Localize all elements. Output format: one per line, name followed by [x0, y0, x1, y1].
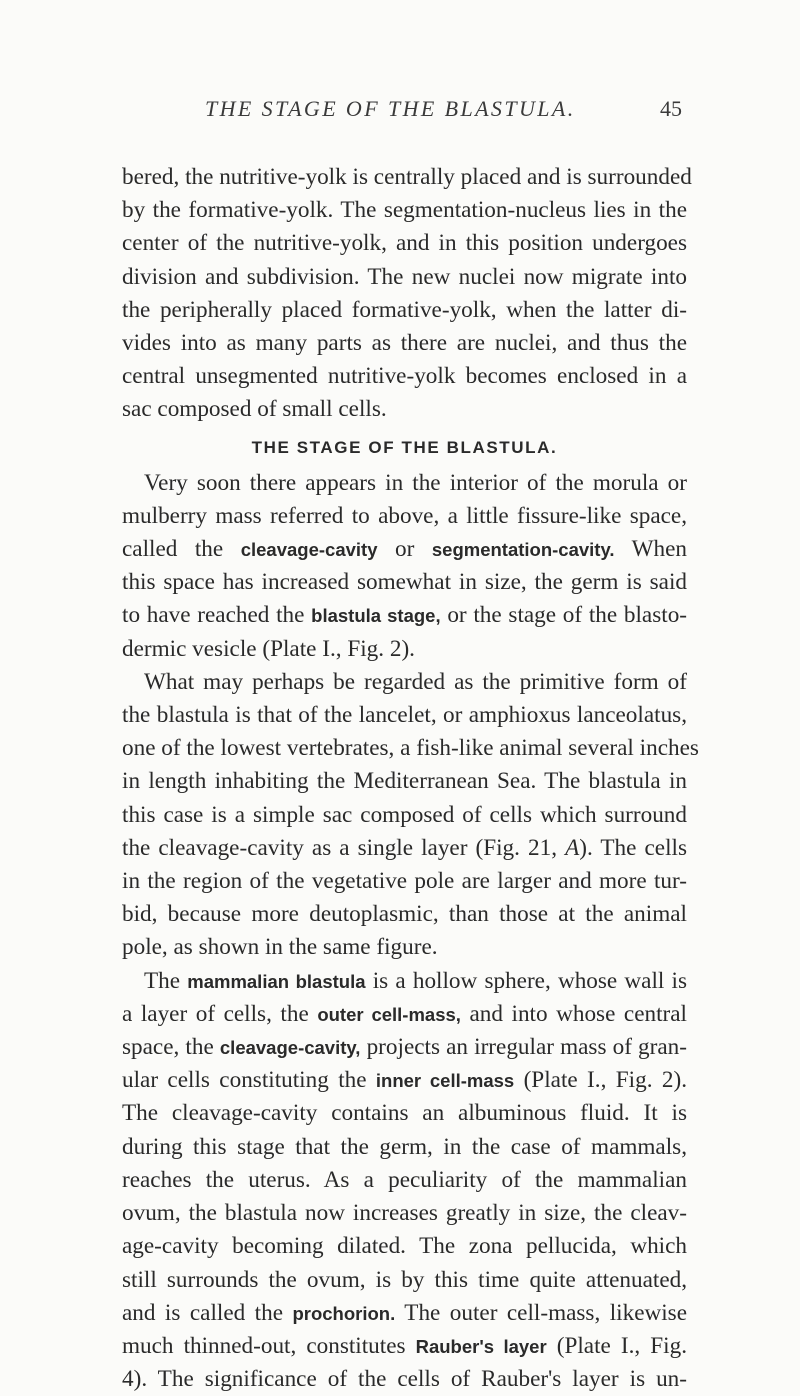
text-fragment: The	[144, 967, 188, 994]
text-fragment: to have reached the	[122, 602, 312, 629]
text-fragment: called the	[122, 536, 241, 563]
running-title: THE STAGE OF THE BLASTULA.	[205, 96, 576, 121]
text-line	[122, 832, 687, 865]
text-line	[122, 1031, 687, 1064]
text-line: 4). The significance of the cells of Rauber's layer is un-	[122, 1366, 687, 1393]
term-outer-cell-mass: outer cell-mass,	[317, 1003, 461, 1025]
text-fragment: and is called the	[122, 1299, 293, 1326]
text-line: in the region of the vegetative pole are larger and more tur-	[122, 868, 687, 895]
text-fragment: ). The cells	[579, 834, 687, 861]
text-line: pole, as shown in the same figure.	[122, 934, 438, 961]
text-fragment: ular cells constituting the	[122, 1067, 376, 1094]
text-line	[122, 998, 687, 1031]
text-fragment: or	[377, 536, 432, 563]
term-raubers-layer: Rauber's layer	[415, 1335, 547, 1357]
body-text	[122, 161, 699, 1396]
section-heading: THE STAGE OF THE BLASTULA.	[251, 437, 558, 457]
text-line: sac composed of small cells.	[122, 396, 387, 423]
text-line	[122, 1064, 687, 1097]
page-number: 45	[660, 96, 682, 121]
text-line: center of the nutritive-yolk, and in this position undergoes	[122, 230, 687, 257]
text-line: the peripherally placed formative-yolk, when the latter di-	[122, 296, 687, 323]
text-line: division and subdivision. The new nuclei now migrate into	[122, 263, 687, 290]
text-fragment: The outer cell-mass, likewise	[395, 1299, 687, 1326]
paragraph-4	[122, 965, 687, 1396]
figure-label: A	[565, 834, 580, 861]
text-line: bered, the nutritive-yolk is centrally placed and is surrounded	[122, 164, 692, 190]
term-blastula-stage: blastula stage,	[311, 605, 441, 627]
text-line: by the formative-yolk. The segmentation-nucleus lies in the	[122, 197, 687, 224]
text-fragment: (Plate I., Fig. 2).	[514, 1067, 687, 1094]
term-inner-cell-mass: inner cell-mass	[375, 1070, 515, 1092]
text-fragment: space, the	[122, 1034, 220, 1061]
text-fragment: or the stage of the blasto-	[440, 602, 688, 629]
term-prochorion: prochorion.	[292, 1302, 396, 1324]
paragraph-2	[122, 467, 687, 666]
text-line	[122, 965, 687, 998]
text-line: the blastula is that of the lancelet, or amphioxus lanceolatus,	[122, 702, 687, 729]
text-line: this space has increased somewhat in size, the germ is said	[122, 569, 687, 596]
text-fragment: When	[614, 536, 687, 563]
text-fragment: the cleavage-cavity as a single layer (Fig. 21,	[122, 834, 566, 861]
term-mammalian-blastula: mammalian blastula	[187, 970, 366, 992]
text-line	[122, 1330, 687, 1363]
term-cleavage-cavity: cleavage-cavity	[240, 539, 378, 561]
text-line: one of the lowest vertebrates, a fish-like animal several inches	[122, 735, 699, 762]
text-fragment: a layer of cells, the	[122, 1000, 318, 1027]
term-segmentation-cavity: segmentation-cavity.	[431, 539, 615, 561]
text-line: mulberry mass referred to above, a little fissure-like space,	[122, 502, 687, 529]
text-line: vides into as many parts as there are nuclei, and thus the	[122, 330, 687, 357]
text-fragment: and into whose central	[460, 1000, 687, 1027]
text-line: this case is a simple sac composed of cells which surround	[122, 801, 687, 828]
text-fragment: projects an irregular mass of gran-	[360, 1034, 687, 1061]
text-fragment: (Plate I., Fig.	[546, 1332, 687, 1359]
text-line: What may perhaps be regarded as the primitive form of	[144, 668, 687, 695]
text-line: reaches the uterus. As a peculiarity of the mammalian	[122, 1166, 687, 1193]
text-line	[122, 533, 687, 566]
text-line: age-cavity becoming dilated. The zona pellucida, which	[122, 1233, 687, 1260]
text-line: bid, because more deutoplasmic, than those at the animal	[122, 901, 687, 928]
term-cleavage-cavity: cleavage-cavity,	[219, 1037, 361, 1059]
text-line: Very soon there appears in the interior of the morula or	[144, 469, 687, 496]
text-line: central unsegmented nutritive-yolk becomes enclosed in a	[122, 363, 687, 390]
running-head	[0, 96, 800, 136]
text-line	[122, 599, 687, 632]
paragraph-3	[122, 666, 699, 965]
text-fragment: is a hollow sphere, whose wall is	[365, 967, 687, 994]
text-line: dermic vesicle (Plate I., Fig. 2).	[122, 635, 415, 662]
text-fragment: much thinned-out, constitutes	[122, 1332, 416, 1359]
text-line: during this stage that the germ, in the case of mammals,	[122, 1133, 687, 1160]
text-line: ovum, the blastula now increases greatly in size, the cleav-	[122, 1200, 687, 1227]
text-line	[122, 1297, 687, 1330]
paragraph-1	[122, 161, 692, 427]
text-line: The cleavage-cavity contains an albuminous fluid. It is	[122, 1100, 687, 1127]
text-line: still surrounds the ovum, is by this time quite attenuated,	[122, 1266, 687, 1293]
text-line: in length inhabiting the Mediterranean Sea. The blastula in	[122, 768, 687, 795]
